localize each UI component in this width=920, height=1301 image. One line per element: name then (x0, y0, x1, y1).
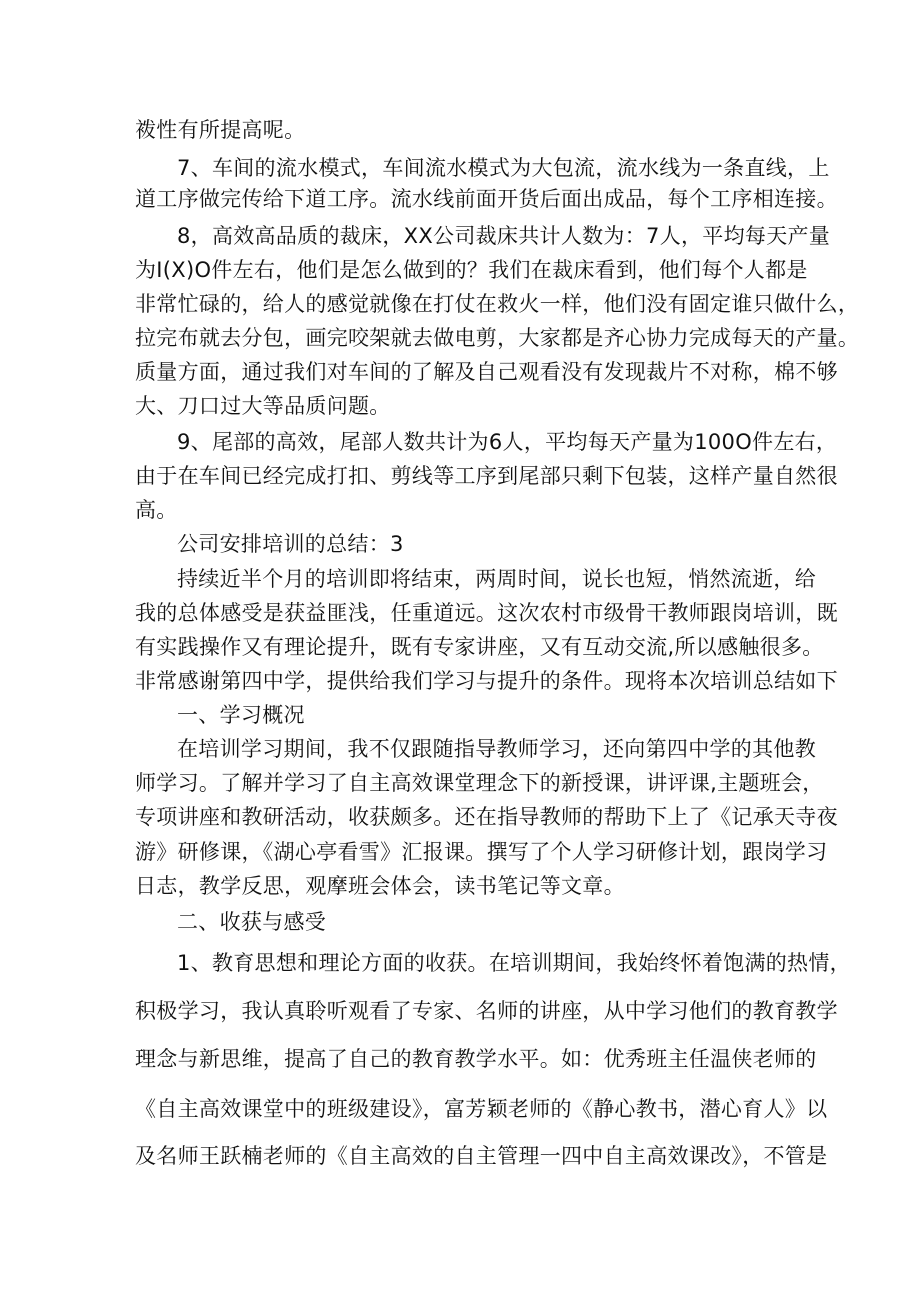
text-line: 积极学习，我认真聆听观看了专家、名师的讲座，从中学习他们的教育教学 (135, 999, 838, 1023)
text-line: 高。 (135, 498, 178, 522)
text-line: 非常忙碌的，给人的感觉就像在打仗在救火一样，他们没有固定谁只做什么， (135, 292, 860, 316)
text-line: 为I(X)O件左右，他们是怎么做到的？我们在裁床看到，他们每个人都是 (135, 258, 808, 282)
text-line: 持续近半个月的培训即将结束，两周时间，说长也短，悄然流逝，给 (177, 567, 816, 591)
text-line: 由于在车间已经完成打扣、剪线等工序到尾部只剩下包装，这样产量自然很 (135, 464, 838, 488)
text-line: 《自主高效课堂中的班级建设》，富芳颖老师的《静心教书，潜心育人》以 (135, 1097, 828, 1121)
text-line: 非常感谢第四中学，提供给我们学习与提升的条件。现将本次培训总结如下 (135, 669, 838, 693)
text-line: 日志，教学反思，观摩班会体会，读书笔记等文章。 (135, 874, 625, 898)
text-line: 拉完布就去分包，画完咬架就去做电剪，大家都是齐心协力完成每天的产量。 (135, 326, 860, 350)
text-line: 质量方面，通过我们对车间的了解及自己观看没有发现裁片不对称，棉不够 (135, 360, 838, 384)
text-line: 在培训学习期间，我不仅跟随指导教师学习，还向第四中学的其他教 (177, 737, 816, 761)
text-line: 大、刀口过大等品质问题。 (135, 394, 391, 418)
text-line: 8，高效高品质的裁床，XX公司裁床共计人数为：7人，平均每天产量 (177, 224, 831, 248)
text-line: 游》研修课，《湖心亭看雪》汇报课。撰写了个人学习研修计划，跟岗学习 (135, 840, 828, 864)
text-line: 理念与新思维，提高了自己的教育教学水平。如：优秀班主任温侠老师的 (135, 1047, 817, 1071)
text-line: 道工序做完传给下道工序。流水线前面开货后面出成品，每个工序相连接。 (135, 187, 838, 211)
text-line: 袯性有所提高呢。 (135, 118, 306, 142)
section-heading: 公司安排培训的总结：3 (177, 532, 404, 556)
text-line: 有实践操作又有理论提升，既有专家讲座，又有互动交流,所以感触很多。 (135, 635, 824, 659)
text-line: 1、教育思想和理论方面的收获。在培训期间，我始终怀着饱满的热情， (177, 951, 851, 975)
text-line: 专项讲座和教研活动，收获颇多。还在指导教师的帮助下上了《记承天寺夜 (135, 805, 838, 829)
text-line: 9、尾部的高效，尾部人数共计为6人，平均每天产量为100O件左右， (177, 430, 838, 454)
text-line: 师学习。了解并学习了自主高效课堂理念下的新授课，讲评课,主题班会， (135, 771, 824, 795)
text-line: 7、车间的流水模式，车间流水模式为大包流，流水线为一条直线，上 (177, 156, 830, 180)
section-heading: 二、收获与感受 (177, 910, 327, 934)
text-line: 我的总体感受是获益匪浅，任重道远。这次农村市级骨干教师跟岗培训，既 (135, 601, 838, 625)
section-heading: 一、学习概况 (177, 703, 305, 727)
text-line: 及名师王跃楠老师的《自主高效的自主管理一四中自主高效课改》，不管是 (135, 1144, 828, 1168)
